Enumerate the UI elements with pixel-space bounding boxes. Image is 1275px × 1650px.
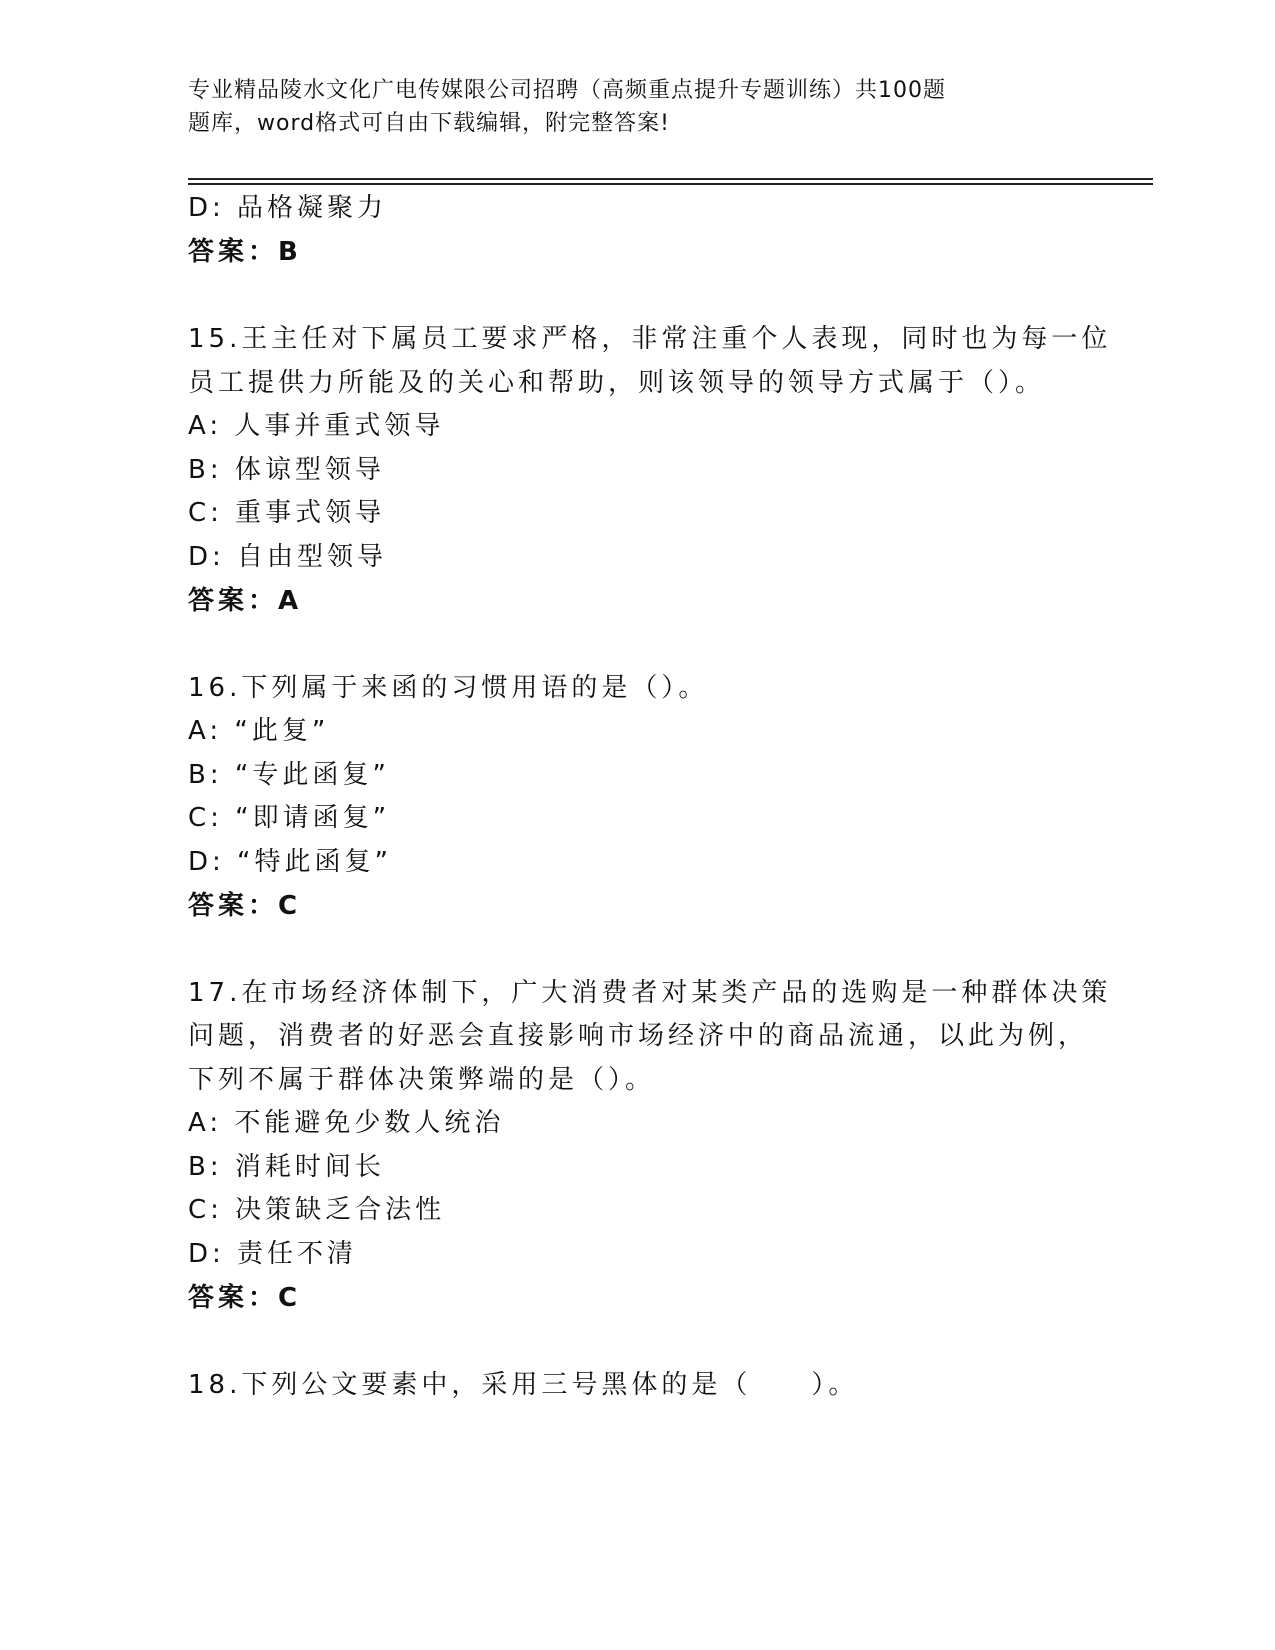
- q15-option-a: A: 人事并重式领导: [188, 411, 445, 441]
- q16-option-b: B: “专此函复”: [188, 760, 390, 790]
- q18-stem-line-1: 18.下列公文要素中，采用三号黑体的是（ ）。: [188, 1370, 859, 1400]
- q17-option-a: A: 不能避免少数人统治: [188, 1108, 505, 1138]
- q15-stem-line-1: 15.王主任对下属员工要求严格，非常注重个人表现，同时也为每一位: [188, 324, 1112, 354]
- q15-answer: 答案：A: [188, 586, 303, 616]
- header-divider-top: [188, 178, 1153, 180]
- q16-option-d: D: “特此函复”: [188, 847, 392, 877]
- q17-answer: 答案：C: [188, 1283, 302, 1313]
- q15-option-b: B: 体谅型领导: [188, 455, 385, 485]
- q17-option-c: C: 决策缺乏合法性: [188, 1195, 446, 1225]
- document-header: [188, 74, 1088, 140]
- q17-option-b: B: 消耗时间长: [188, 1152, 385, 1182]
- q16-option-a: A: “此复”: [188, 716, 330, 746]
- q17-stem-line-3: 下列不属于群体决策弊端的是（）。: [188, 1065, 656, 1095]
- prev-answer: 答案：B: [188, 237, 302, 267]
- header-title-line-1: 专业精品陵水文化广电传媒限公司招聘（高频重点提升专题训练）共100题: [188, 78, 946, 103]
- q16-stem-line-1: 16.下列属于来函的习惯用语的是（）。: [188, 673, 709, 703]
- header-divider-bottom: [188, 183, 1153, 185]
- q15-stem-line-2: 员工提供力所能及的关心和帮助，则该领导的领导方式属于（）。: [188, 368, 1046, 398]
- header-title-line-2: 题库，word格式可自由下载编辑，附完整答案!: [188, 111, 670, 136]
- q16-option-c: C: “即请函复”: [188, 803, 391, 833]
- q15-option-c: C: 重事式领导: [188, 498, 386, 528]
- q15-option-d: D: 自由型领导: [188, 542, 388, 572]
- q17-option-d: D: 责任不清: [188, 1239, 358, 1269]
- q17-stem-line-1: 17.在市场经济体制下，广大消费者对某类产品的选购是一种群体决策: [188, 978, 1112, 1008]
- prev-option-d: D: 品格凝聚力: [188, 193, 388, 223]
- q16-answer: 答案：C: [188, 891, 302, 921]
- q17-stem-line-2: 问题，消费者的好恶会直接影响市场经济中的商品流通，以此为例，: [188, 1021, 1089, 1051]
